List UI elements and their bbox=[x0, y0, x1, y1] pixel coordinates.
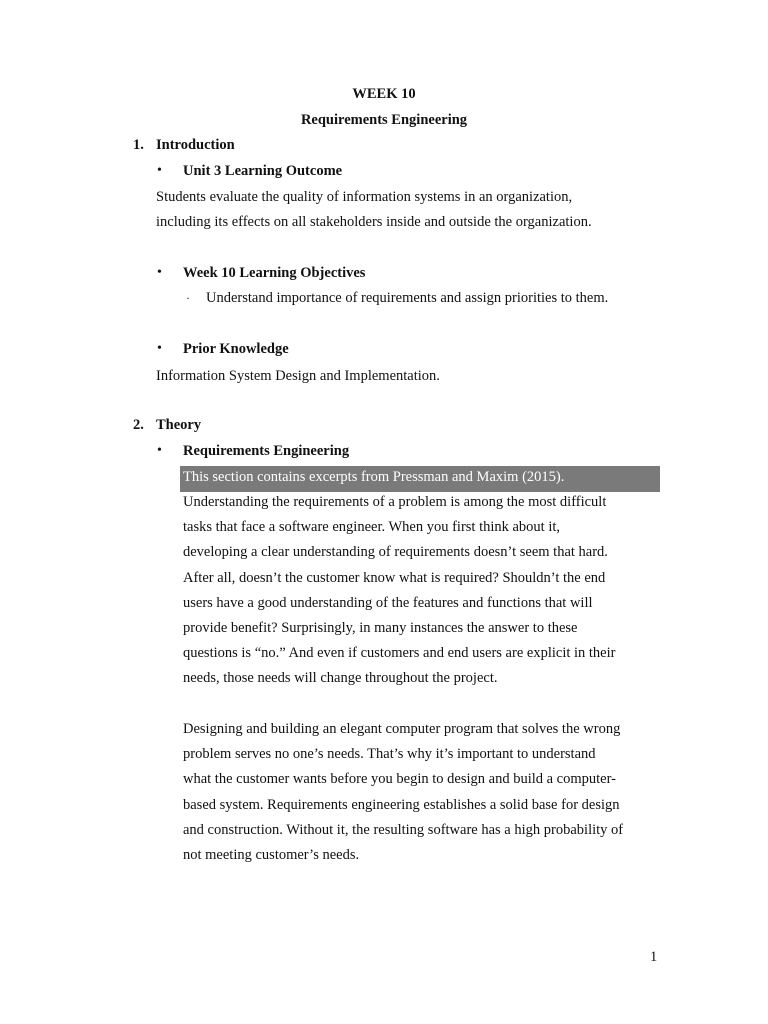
unit-outcome-line-2: including its effects on all stakeholders inside and outside the organization. bbox=[156, 214, 592, 230]
page-number: 1 bbox=[650, 949, 658, 965]
para1-line-7: questions is “no.” And even if customers and end users are explicit in their bbox=[183, 645, 616, 661]
para2-line-5: and construction. Without it, the resulting software has a high probability of bbox=[183, 822, 624, 838]
page-title: Requirements Engineering bbox=[300, 112, 468, 128]
bullet-icon: • bbox=[157, 341, 162, 356]
bullet-icon: • bbox=[157, 265, 162, 280]
para1-line-5: users have a good understanding of the features and functions that will bbox=[183, 595, 593, 611]
para2-line-4: based system. Requirements engineering establishes a solid base for design bbox=[183, 797, 620, 813]
para2-line-2: problem serves no one’s needs. That’s why it’s important to understand bbox=[183, 746, 596, 762]
para2-line-6: not meeting customer’s needs. bbox=[183, 847, 360, 863]
sub-bullet-icon: · bbox=[186, 291, 190, 305]
para1-line-4: After all, doesn’t the customer know what is required? Shouldn’t the end bbox=[183, 570, 606, 586]
para1-line-3: developing a clear understanding of requirements doesn’t seem that hard. bbox=[183, 544, 608, 560]
unit-outcome-line-1: Students evaluate the quality of information systems in an organization, bbox=[156, 189, 573, 205]
section-1-number: 1. bbox=[133, 137, 144, 153]
prior-knowledge-text: Information System Design and Implementation. bbox=[156, 368, 440, 384]
week-label: WEEK 10 bbox=[352, 86, 416, 102]
source-note: This section contains excerpts from Pressman and Maxim (2015). bbox=[183, 469, 565, 485]
unit-outcome-heading: Unit 3 Learning Outcome bbox=[183, 163, 343, 179]
objective-item: Understand importance of requirements and assign priorities to them. bbox=[206, 290, 609, 306]
prior-knowledge-heading: Prior Knowledge bbox=[183, 341, 289, 357]
section-2-number: 2. bbox=[133, 417, 144, 433]
bullet-icon: • bbox=[157, 443, 162, 458]
para1-line-2: tasks that face a software engineer. When you first think about it, bbox=[183, 519, 561, 535]
para1-line-8: needs, those needs will change throughout the project. bbox=[183, 670, 498, 686]
requirements-engineering-heading: Requirements Engineering bbox=[183, 443, 350, 459]
section-2-heading: Theory bbox=[156, 417, 202, 433]
objectives-heading: Week 10 Learning Objectives bbox=[183, 265, 366, 281]
para1-line-1: Understanding the requirements of a problem is among the most difficult bbox=[183, 494, 607, 510]
para1-line-6: provide benefit? Surprisingly, in many instances the answer to these bbox=[183, 620, 578, 636]
para2-line-1: Designing and building an elegant computer program that solves the wrong bbox=[183, 721, 621, 737]
section-1-heading: Introduction bbox=[156, 137, 235, 153]
bullet-icon: • bbox=[157, 163, 162, 178]
para2-line-3: what the customer wants before you begin to design and build a computer- bbox=[183, 771, 616, 787]
